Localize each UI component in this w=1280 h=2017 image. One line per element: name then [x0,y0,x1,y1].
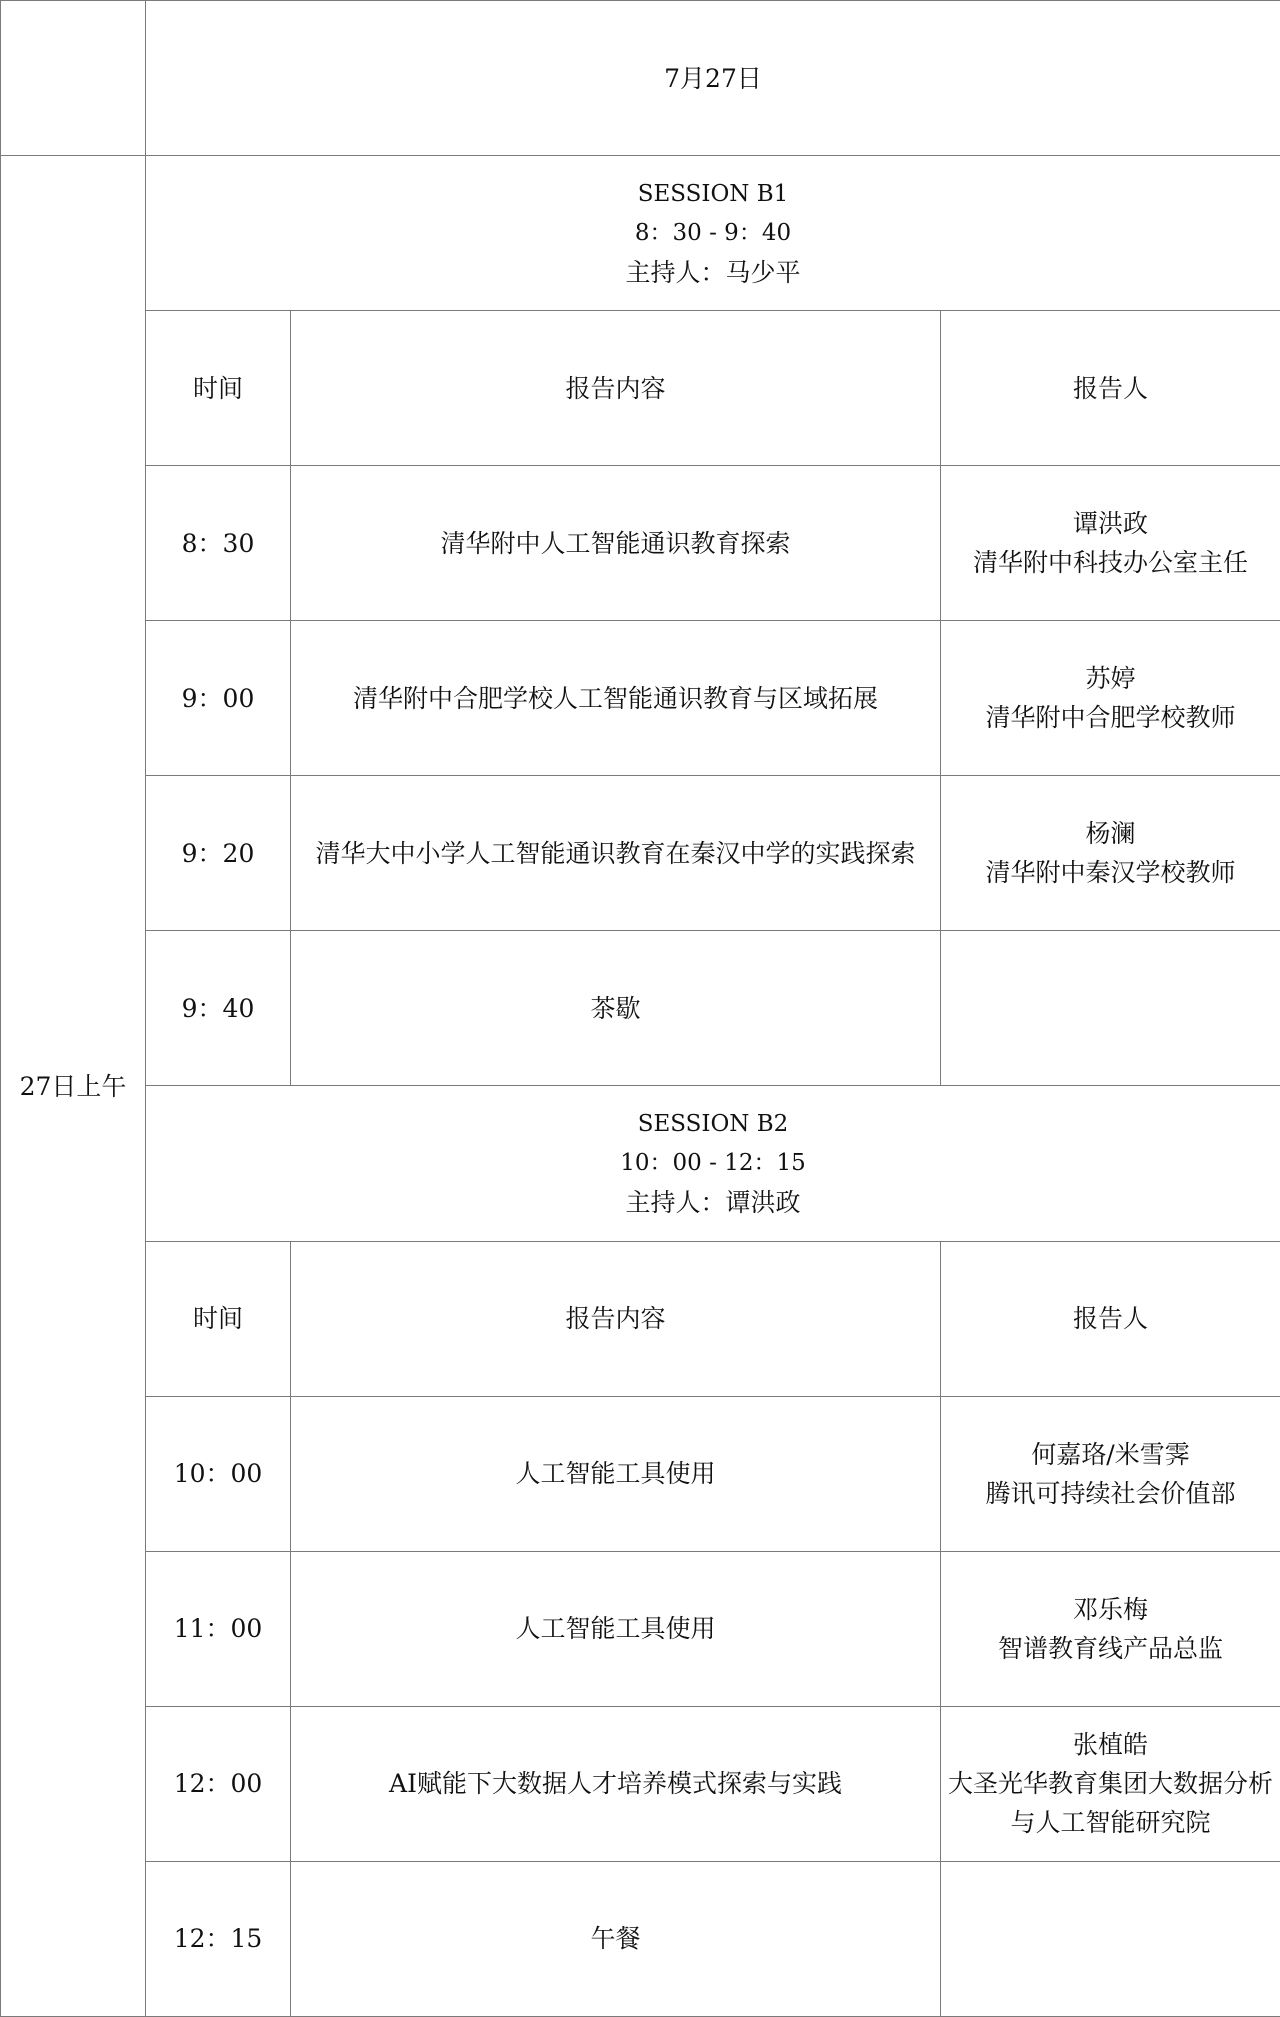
date-row [1,1,1280,156]
row-speaker [941,931,1280,1086]
table-row [1,931,1280,1086]
day-label: 27日上午 [1,156,146,2017]
table-row [1,1861,1280,2016]
row-content: 人工智能工具使用 [291,1396,941,1551]
speaker-name: 苏婷 [1085,664,1136,694]
speaker-affiliation: 清华附中秦汉学校教师 [985,858,1236,888]
row-time: 9：20 [146,776,291,931]
row-speaker [941,1396,1280,1551]
row-speaker [941,466,1280,621]
row-content: 午餐 [291,1861,941,2016]
row-speaker [941,776,1280,931]
row-content: 清华附中合肥学校人工智能通识教育与区域拓展 [291,621,941,776]
session-time: 10：00 - 12：15 [620,1149,806,1176]
row-speaker [941,1551,1280,1706]
speaker-name: 何嘉珞/米雪霁 [1031,1439,1190,1469]
row-speaker [941,621,1280,776]
row-content: AI赋能下大数据人才培养模式探索与实践 [291,1706,941,1861]
session-header [1,156,1280,311]
column-header-row [1,311,1280,466]
speaker-affiliation: 智谱教育线产品总监 [997,1633,1223,1663]
table-row [1,776,1280,931]
row-time: 9：40 [146,931,291,1086]
column-header-time: 时间 [146,311,291,466]
column-header-speaker: 报告人 [941,311,1280,466]
row-speaker [941,1861,1280,2016]
column-header-content: 报告内容 [291,311,941,466]
session-name: SESSION B2 [637,1110,789,1137]
session-host: 主持人：马少平 [625,257,801,287]
session-info [146,1086,1280,1241]
date-title: 7月27日 [146,1,1280,156]
row-time: 12：00 [146,1706,291,1861]
row-speaker [941,1706,1280,1861]
table-row [1,466,1280,621]
speaker-affiliation: 清华附中合肥学校教师 [985,703,1236,733]
session-name: SESSION B1 [637,180,789,207]
table-row [1,1396,1280,1551]
speaker-name: 谭洪政 [1072,509,1148,539]
session-header [1,1086,1280,1241]
speaker-affiliation: 清华附中科技办公室主任 [972,548,1248,578]
session-info [146,156,1280,311]
speaker-affiliation: 腾讯可持续社会价值部 [985,1478,1236,1508]
table-row [1,1706,1280,1861]
table-row [1,1551,1280,1706]
column-header-time: 时间 [146,1241,291,1396]
row-content: 清华附中人工智能通识教育探索 [291,466,941,621]
column-header-row [1,1241,1280,1396]
speaker-name: 邓乐梅 [1072,1594,1148,1624]
speaker-name: 杨澜 [1085,819,1136,849]
row-time: 9：00 [146,621,291,776]
speaker-affiliation: 大圣光华教育集团大数据分析与人工智能研究院 [947,1769,1273,1838]
column-header-content: 报告内容 [291,1241,941,1396]
row-time: 12：15 [146,1861,291,2016]
table-row [1,621,1280,776]
column-header-speaker: 报告人 [941,1241,1280,1396]
speaker-name: 张植皓 [1072,1730,1148,1760]
session-time: 8：30 - 9：40 [634,219,792,246]
corner-cell [1,1,146,156]
row-time: 10：00 [146,1396,291,1551]
row-content: 人工智能工具使用 [291,1551,941,1706]
row-content: 清华大中小学人工智能通识教育在秦汉中学的实践探索 [291,776,941,931]
row-content: 茶歇 [291,931,941,1086]
row-time: 11：00 [146,1551,291,1706]
session-host: 主持人：谭洪政 [625,1187,801,1217]
row-time: 8：30 [146,466,291,621]
